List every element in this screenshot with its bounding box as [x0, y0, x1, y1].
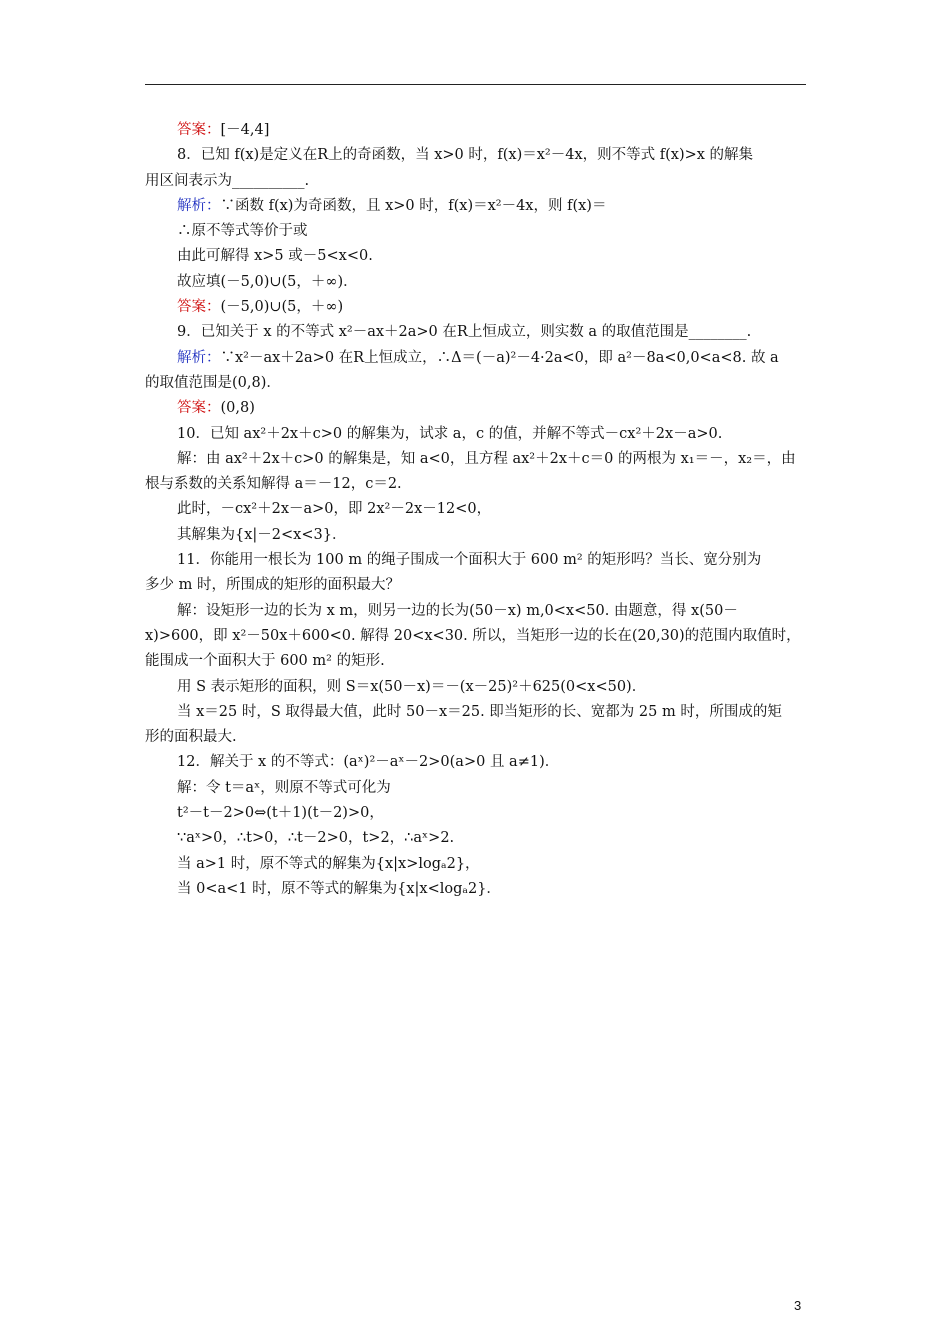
text-line: [145, 675, 806, 700]
line-text: t²－t－2>0⇔(t＋1)(t－2)>0，: [177, 805, 384, 822]
line-text: 当 a>1 时，原不等式的解集为{x|x>logₐ2}，: [177, 855, 480, 872]
line-text: 能围成一个面积大于 600 m² 的矩形.: [145, 653, 385, 670]
text-line: [145, 320, 806, 345]
text-line: [145, 244, 806, 269]
text-line: [145, 194, 806, 219]
page-number: 3: [794, 1298, 802, 1313]
text-line: [145, 725, 806, 750]
line-text: x)>600，即 x²－50x＋600<0. 解得 20<x<30. 所以，当矩形一边的长在(20,30)的范围内取值时，: [145, 627, 801, 644]
line-text: ∵aˣ>0，∴t>0，∴t－2>0，t>2，∴aˣ>2.: [177, 830, 455, 847]
line-text: 此时，－cx²＋2x－a>0，即 2x²－2x－12<0，: [177, 501, 492, 518]
text-line: [145, 422, 806, 447]
text-line: [145, 143, 806, 168]
text-line: [145, 801, 806, 826]
text-line: [145, 750, 806, 775]
text-line: [145, 169, 806, 194]
text-line: [145, 599, 806, 624]
text-line: [145, 346, 806, 371]
analysis-label: 解析：: [177, 197, 221, 214]
answer-label: 答案：: [177, 299, 221, 316]
text-line: [145, 371, 806, 396]
line-text: 8．已知 f(x)是定义在R上的奇函数，当 x>0 时，f(x)＝x²－4x，则不等式 f(x)>x 的解集: [177, 147, 754, 164]
header-rule: [145, 84, 806, 85]
text-line: [145, 573, 806, 598]
line-text: 9．已知关于 x 的不等式 x²－ax＋2a>0 在R上恒成立，则实数 a 的取值范围是________.: [177, 324, 752, 341]
text-line: [145, 649, 806, 674]
text-line: [145, 270, 806, 295]
line-text: 12．解关于 x 的不等式：(aˣ)²－aˣ－2>0(a>0 且 a≠1)．: [177, 754, 560, 771]
text-line: [145, 776, 806, 801]
answer-label: 答案：: [177, 122, 221, 138]
text-line: [145, 219, 806, 244]
line-text: 形的面积最大.: [145, 729, 237, 746]
line-text: 解：设矩形一边的长为 x m，则另一边的长为(50－x) m,0<x<50. 由题意，得 x(50－: [177, 602, 738, 619]
line-text: 用区间表示为__________.: [145, 172, 310, 189]
text-line: [145, 624, 806, 649]
line-text: 的取值范围是(0,8)．: [145, 374, 281, 391]
line-text: (－5,0)∪(5，＋∞): [220, 299, 344, 316]
line-text: ∵函数 f(x)为奇函数，且 x>0 时，f(x)＝x²－4x，则 f(x)＝: [220, 197, 607, 214]
line-text: 其解集为{x|－2<x<3}．: [177, 526, 347, 543]
line-text: 当 0<a<1 时，原不等式的解集为{x|x<logₐ2}．: [177, 880, 501, 897]
line-text: [－4,4]: [220, 122, 270, 138]
line-text: 根与系数的关系知解得 a＝－12，c＝2.: [145, 476, 402, 493]
line-text: 解：由 ax²＋2x＋c>0 的解集是，知 a<0，且方程 ax²＋2x＋c＝0 的两根为 x₁＝－，x₂＝，由: [177, 450, 796, 467]
text-line: [145, 118, 806, 143]
analysis-label: 解析：: [177, 349, 221, 366]
text-line: [145, 472, 806, 497]
text-line: [145, 497, 806, 522]
line-text: ∴原不等式等价于或: [177, 223, 308, 240]
text-line: [145, 700, 806, 725]
line-text: 由此可解得 x>5 或－5<x<0.: [177, 248, 373, 265]
text-line: [145, 295, 806, 320]
answer-label: 答案：: [177, 400, 221, 417]
text-line: [145, 447, 806, 472]
line-text: 故应填(－5,0)∪(5，＋∞)．: [177, 273, 358, 290]
line-text: ∵x²－ax＋2a>0 在R上恒成立，∴Δ＝(－a)²－4·2a<0，即 a²－8a<0,0<a<8. 故 a: [220, 349, 779, 366]
text-line: [145, 877, 806, 902]
line-text: 11．你能用一根长为 100 m 的绳子围成一个面积大于 600 m² 的矩形吗？当长、宽分别为: [177, 552, 762, 569]
line-text: 用 S 表示矩形的面积，则 S＝x(50－x)＝－(x－25)²＋625(0<x<50)．: [177, 678, 647, 695]
text-line: [145, 852, 806, 877]
text-line: [145, 548, 806, 573]
line-text: 多少 m 时，所围成的矩形的面积最大？: [145, 577, 400, 594]
line-text: 解：令 t＝aˣ，则原不等式可化为: [177, 779, 391, 796]
text-line: [145, 396, 806, 421]
line-text: 当 x＝25 时，S 取得最大值，此时 50－x＝25. 即当矩形的长、宽都为 25 m 时，所围成的矩: [177, 703, 782, 720]
line-text: (0,8): [220, 400, 255, 417]
text-line: [145, 826, 806, 851]
line-text: 10．已知 ax²＋2x＋c>0 的解集为，试求 a，c 的值，并解不等式－cx²＋2x－a>0.: [177, 425, 723, 442]
document-body: [145, 118, 806, 902]
text-line: [145, 523, 806, 548]
